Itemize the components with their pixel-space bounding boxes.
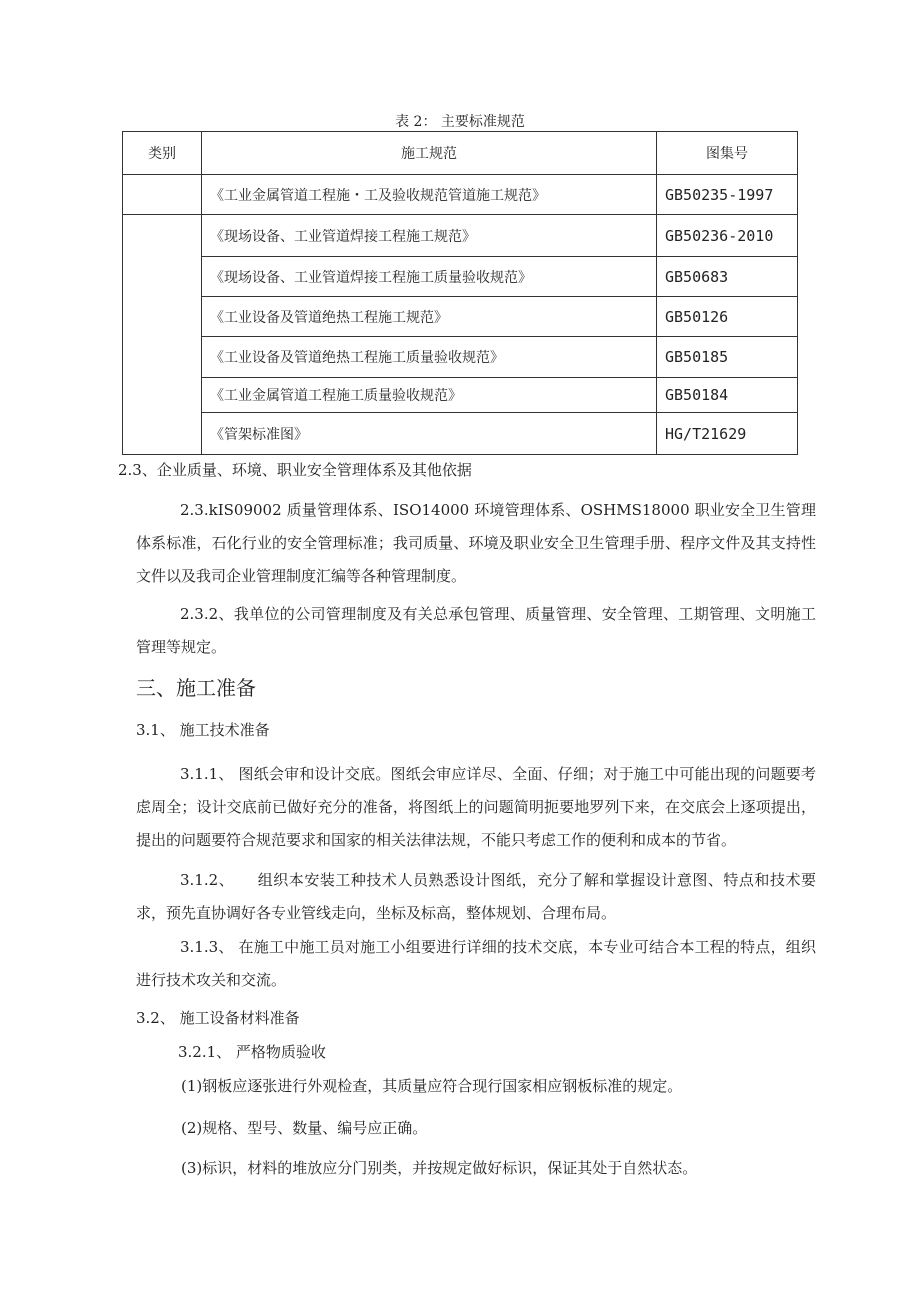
table-row	[123, 257, 798, 297]
spec-name: 《现场设备、工业管道焊接工程施工规范》	[202, 215, 657, 257]
table-row	[123, 413, 798, 455]
category-cell	[123, 215, 202, 455]
spec-name: 《工业设备及管道绝热工程施工质量验收规范》	[202, 337, 657, 378]
section-3-title: 三、施工准备	[136, 676, 256, 700]
spec-name: 《管架标准图》	[202, 413, 657, 455]
table-row	[123, 378, 798, 413]
spec-code: HG/T21629	[657, 413, 798, 455]
spec-name: 《现场设备、工业管道焊接工程施工质量验收规范》	[202, 257, 657, 297]
list-item: (3)标识，材料的堆放应分门别类，并按规定做好标识，保证其处于自然状态。	[181, 1159, 698, 1177]
list-item: (1)钢板应逐张进行外观检查，其质量应符合现行国家相应钢板标准的规定。	[181, 1077, 683, 1095]
spec-code: GB50185	[657, 337, 798, 378]
table-row	[123, 297, 798, 337]
spec-code: GB50184	[657, 378, 798, 413]
spec-name: 《工业金属管道工程施工质量验收规范》	[202, 378, 657, 413]
spec-code: GB50683	[657, 257, 798, 297]
table-row	[123, 175, 798, 215]
section-3-1-3-paragraph: 3.1.3、 在施工中施工员对施工小组要进行详细的技术交底，本专业可结合本工程的特点，组织进行技术攻关和交流。	[136, 938, 816, 989]
section-2-3-heading: 2.3、企业质量、环境、职业安全管理体系及其他依据	[118, 461, 472, 479]
spec-name: 《工业设备及管道绝热工程施工规范》	[202, 297, 657, 337]
header-code: 图集号	[657, 132, 798, 175]
section-2-3-1-paragraph: 2.3.kIS09002 质量管理体系、ISO14000 环境管理体系、OSHMS18000 职业安全卫生管理体系标准，石化行业的安全管理标准；我司质量、环境及职业安全卫生管理手册、程序文件及其支持性文件以及我司企业管理制度汇编等各种管理制度。	[136, 501, 816, 585]
section-3-2-1-heading: 3.2.1、 严格物质验收	[178, 1043, 326, 1061]
header-category: 类别	[123, 132, 202, 175]
spec-name: 《工业金属管道工程施・工及验收规范管道施工规范》	[202, 175, 657, 215]
section-2-3-2-paragraph: 2.3.2、我单位的公司管理制度及有关总承包管理、质量管理、安全管理、工期管理、文明施工管理等规定。	[136, 605, 816, 656]
spec-code: GB50235-1997	[657, 175, 798, 215]
section-3-1-1-paragraph: 3.1.1、 图纸会审和设计交底。图纸会审应详尽、全面、仔细；对于施工中可能出现的问题要考虑周全；设计交底前已做好充分的准备，将图纸上的问题简明扼要地罗列下来，在交底会上逐项提出，提出的问题要符合规范要求和国家的相关法律法规，不能只考虑工作的便利和成本的节省。	[136, 765, 816, 849]
spec-code: GB50126	[657, 297, 798, 337]
section-3-2-heading: 3.2、 施工设备材料准备	[136, 1009, 300, 1027]
category-cell	[123, 175, 202, 215]
table-header-row	[123, 132, 798, 175]
section-3-1-heading: 3.1、 施工技术准备	[136, 721, 270, 739]
table-caption: 表 2： 主要标准规范	[395, 114, 525, 130]
list-item: (2)规格、型号、数量、编号应正确。	[181, 1119, 428, 1137]
section-3-1-2-paragraph: 3.1.2、 组织本安装工种技术人员熟悉设计图纸，充分了解和掌握设计意图、特点和技术要求，预先直协调好各专业管线走向，坐标及标高，整体规划、合理布局。	[136, 871, 816, 922]
header-spec: 施工规范	[202, 132, 657, 175]
standards-table	[122, 131, 798, 455]
table-row	[123, 215, 798, 257]
table-row	[123, 337, 798, 378]
spec-code: GB50236-2010	[657, 215, 798, 257]
